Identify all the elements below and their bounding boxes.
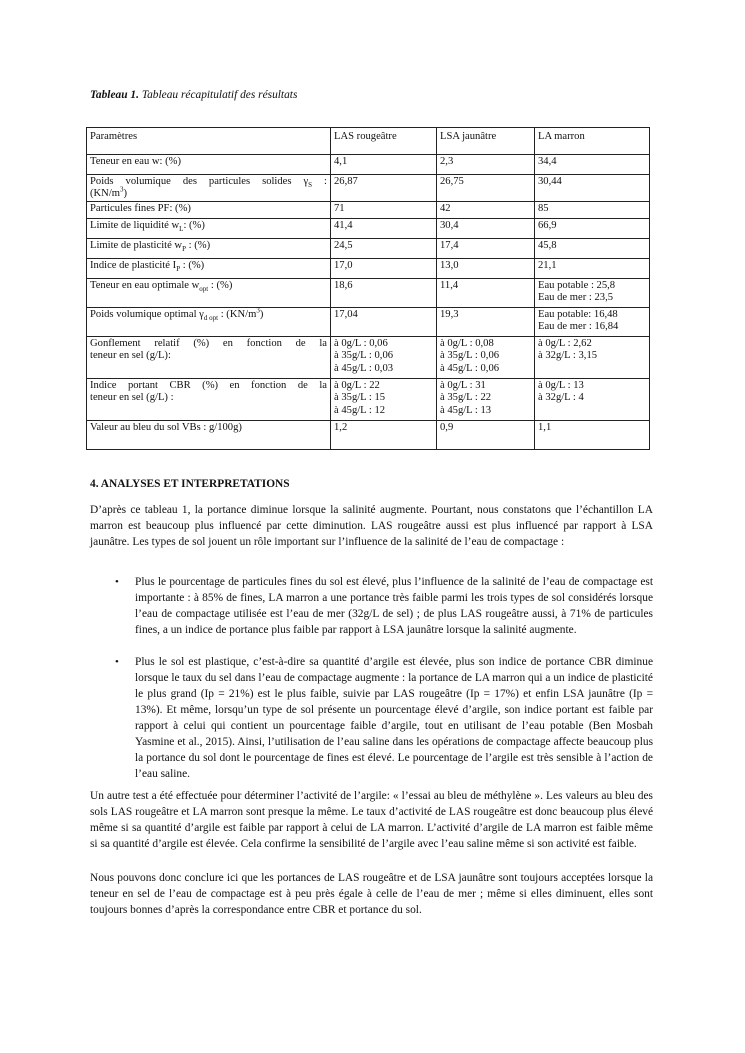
value-line: à 32g/L : 3,15	[538, 350, 598, 362]
table-row	[87, 239, 650, 259]
bullet-icon: •	[115, 576, 119, 588]
value-cell: 11,4	[437, 279, 535, 308]
caption-label: Tableau 1.	[90, 89, 139, 101]
param-text: :	[312, 176, 327, 187]
value-cell: 26,87	[331, 175, 437, 202]
table-row	[87, 421, 650, 450]
table-row	[87, 279, 650, 308]
value-cell	[535, 337, 650, 379]
value-line: à 45g/L : 13	[440, 404, 492, 416]
param-text: Poids volumique des particules solides γ	[90, 176, 309, 187]
value-cell: 0,9	[437, 421, 535, 450]
value-cell: 41,4	[331, 219, 437, 239]
value-line: à 45g/L : 12	[334, 404, 386, 416]
param-cell	[87, 308, 331, 337]
param-sub: S	[308, 181, 313, 190]
table-row	[87, 219, 650, 239]
list-item	[90, 574, 653, 638]
param-sub: P	[176, 265, 181, 274]
value-line: à 45g/L : 0,03	[334, 362, 394, 374]
param-cell	[87, 219, 331, 239]
value-line: à 35g/L : 15	[334, 392, 386, 404]
value-cell: 26,75	[437, 175, 535, 202]
value-cell: 18,6	[331, 279, 437, 308]
value-cell: 1,2	[331, 421, 437, 450]
value-line: à 0g/L : 22	[334, 380, 380, 391]
header-cell: LA marron	[535, 128, 650, 155]
param-text: : (%)	[186, 240, 211, 251]
table-row	[87, 259, 650, 279]
value-cell: 71	[331, 202, 437, 219]
list-item-text: Plus le pourcentage de particules fines du sol est élevé, plus l’influence de la salinité de l’eau de compactage est importante : à 85% de fines, LA marron a une portance très faible parmi les trois types de sol considérés lorsque l’eau de compactage utilisée est l’eau de mer (32g/L de sel) ; de plus LAS rougeâtre aussi, à 71% de particules fines, a un indice de portance plus faible par rapport à LSA jaunâtre lorsque la salinité augmente.	[135, 576, 653, 636]
value-line: Eau potable: 16,48	[538, 309, 618, 320]
value-cell	[331, 379, 437, 421]
value-line: à 32g/L : 4	[538, 392, 584, 404]
table-row	[87, 308, 650, 337]
param-text: (KN/m	[90, 188, 121, 200]
param-sub: opt	[199, 285, 209, 294]
value-line: à 35g/L : 22	[440, 392, 492, 404]
section-heading: 4. ANALYSES ET INTERPRETATIONS	[90, 478, 290, 490]
value-cell: 19,3	[437, 308, 535, 337]
table-header-row	[87, 128, 650, 155]
param-sub: P	[182, 245, 186, 254]
value-cell	[331, 337, 437, 379]
param-line: teneur en sel (g/L) :	[90, 392, 174, 404]
list-item-text: Plus le sol est plastique, c’est-à-dire sa quantité d’argile est élevée, plus son indice de portance CBR diminue lorsque le taux du sel dans l’eau de compactage augmente : la portance de LA marron qui a un indice de plasticité le plus grand (Ip = 21%) est le plus faible, suivie par LAS rougeâtre (Ip = 17%) et enfin LSA jaunâtre (Ip = 13%). Et même, lorsqu’un type de sol présente un pourcentage élevé d’argile, son indice portant est faible par rapport à celui qui contient un pourcentage faible d’argile, tout en utilisant de l’eau potable (Ben Mosbah Yasmine et al., 2015). Ainsi, l’utilisation de l’eau saline dans les opérations de compactage affecte beaucoup plus la portance du sol dont le pourcentage de fines est élevé. Le pourcentage de l’argile est très sensible à l’action de l’eau saline.	[135, 656, 653, 780]
param-cell: Valeur au bleu du sol VBs : g/100g)	[87, 421, 331, 450]
list-item	[90, 654, 653, 782]
table-row	[87, 175, 650, 202]
value-line: à 45g/L : 0,06	[440, 362, 500, 374]
param-cell	[87, 337, 331, 379]
value-cell: 17,0	[331, 259, 437, 279]
param-text: : (%)	[183, 220, 205, 231]
param-line: teneur en sel (g/L):	[90, 350, 171, 362]
param-text: : (%)	[180, 260, 205, 271]
value-line: à 35g/L : 0,06	[334, 350, 394, 362]
value-cell: 2,3	[437, 155, 535, 175]
param-text: )	[259, 309, 264, 320]
value-cell: 17,4	[437, 239, 535, 259]
bullet-list	[90, 574, 653, 782]
value-cell: 45,8	[535, 239, 650, 259]
param-text: : (%)	[208, 280, 233, 291]
value-cell: 4,1	[331, 155, 437, 175]
table-row	[87, 155, 650, 175]
value-cell	[535, 379, 650, 421]
value-cell: 13,0	[437, 259, 535, 279]
paragraph-conclusion: Nous pouvons donc conclure ici que les portances de LAS rougeâtre et de LSA jaunâtre sont toujours acceptées lorsque la teneur en sel de l’eau de compactage est à peu près égale à celle de l’eau de mer ; même si elles diminuent, elles sont toujours bonnes d’après la correspondance entre CBR et portance du sol.	[90, 872, 653, 916]
param-sub: d opt	[203, 314, 219, 323]
value-cell: 21,1	[535, 259, 650, 279]
value-line: Eau de mer : 16,84	[538, 321, 619, 333]
param-text: Indice de plasticité I	[90, 260, 177, 271]
param-line: Gonflement relatif (%) en fonction de la	[90, 338, 327, 349]
header-cell: Paramètres	[87, 128, 331, 155]
value-cell	[437, 379, 535, 421]
table-caption	[90, 89, 297, 101]
param-cell	[87, 379, 331, 421]
value-line: à 0g/L : 31	[440, 380, 486, 391]
value-cell: 30,4	[437, 219, 535, 239]
param-line: Indice portant CBR (%) en fonction de la	[90, 380, 327, 391]
header-cell: LSA jaunâtre	[437, 128, 535, 155]
value-cell	[535, 308, 650, 337]
param-text: : (KN/m	[218, 309, 257, 320]
param-sup: 3	[120, 185, 124, 194]
value-cell: 85	[535, 202, 650, 219]
param-cell	[87, 279, 331, 308]
paragraph-intro: D’après ce tableau 1, la portance diminue lorsque la salinité augmente. Pourtant, nous constatons que l’échantillon LA marron est beaucoup plus influencé par cette diminution. LAS rougeâtre aussi est plus influencé par rapport à LSA jaunâtre. Les types de sol jouent un rôle important sur l’influence de la salinité de l’eau de compactage :	[90, 504, 653, 548]
value-cell	[437, 337, 535, 379]
param-cell	[87, 239, 331, 259]
table-row	[87, 202, 650, 219]
value-line: à 35g/L : 0,06	[440, 350, 500, 362]
param-text: )	[123, 188, 128, 200]
header-cell: LAS rougeâtre	[331, 128, 437, 155]
param-cell	[87, 175, 331, 202]
param-text: Poids volumique optimal γ	[90, 309, 204, 320]
table-row	[87, 379, 650, 421]
bullet-icon: •	[115, 656, 119, 668]
param-sup: 3	[256, 306, 260, 315]
value-line: à 0g/L : 2,62	[538, 338, 592, 349]
value-cell: 42	[437, 202, 535, 219]
value-cell: 30,44	[535, 175, 650, 202]
table-row	[87, 337, 650, 379]
value-cell: 17,04	[331, 308, 437, 337]
value-cell: 34,4	[535, 155, 650, 175]
value-line: Eau potable : 25,8	[538, 280, 616, 291]
value-line: à 0g/L : 13	[538, 380, 584, 391]
param-cell: Teneur en eau w: (%)	[87, 155, 331, 175]
param-text: Limite de plasticité w	[90, 240, 183, 251]
value-line: Eau de mer : 23,5	[538, 292, 614, 304]
value-cell	[535, 279, 650, 308]
param-sub: L	[179, 225, 184, 234]
value-cell: 1,1	[535, 421, 650, 450]
value-cell: 24,5	[331, 239, 437, 259]
value-cell: 66,9	[535, 219, 650, 239]
value-line: à 0g/L : 0,08	[440, 338, 494, 349]
param-text: Teneur en eau optimale w	[90, 280, 200, 291]
param-cell	[87, 259, 331, 279]
param-text: Limite de liquidité w	[90, 220, 180, 231]
paragraph-methylene: Un autre test a été effectuée pour déterminer l’activité de l’argile: « l’essai au bleu de méthylène ». Les valeurs au bleu des sols LAS rougeâtre et LA marron sont presque la même. Le taux d’activité de LAS rougeâtre est donc beaucoup plus élevé même si sa quantité d’argile est faible par rapport à celui de LA marron. L’activité d’argile de LA marron est faible même si sa quantité d’argile est élevée. Cela confirme la sensibilité de l’argile avec l’eau saline même si son activité est faible.	[90, 790, 653, 850]
value-line: à 0g/L : 0,06	[334, 338, 388, 349]
results-table	[86, 127, 650, 450]
param-cell: Particules fines PF: (%)	[87, 202, 331, 219]
caption-text: Tableau récapitulatif des résultats	[141, 89, 298, 101]
